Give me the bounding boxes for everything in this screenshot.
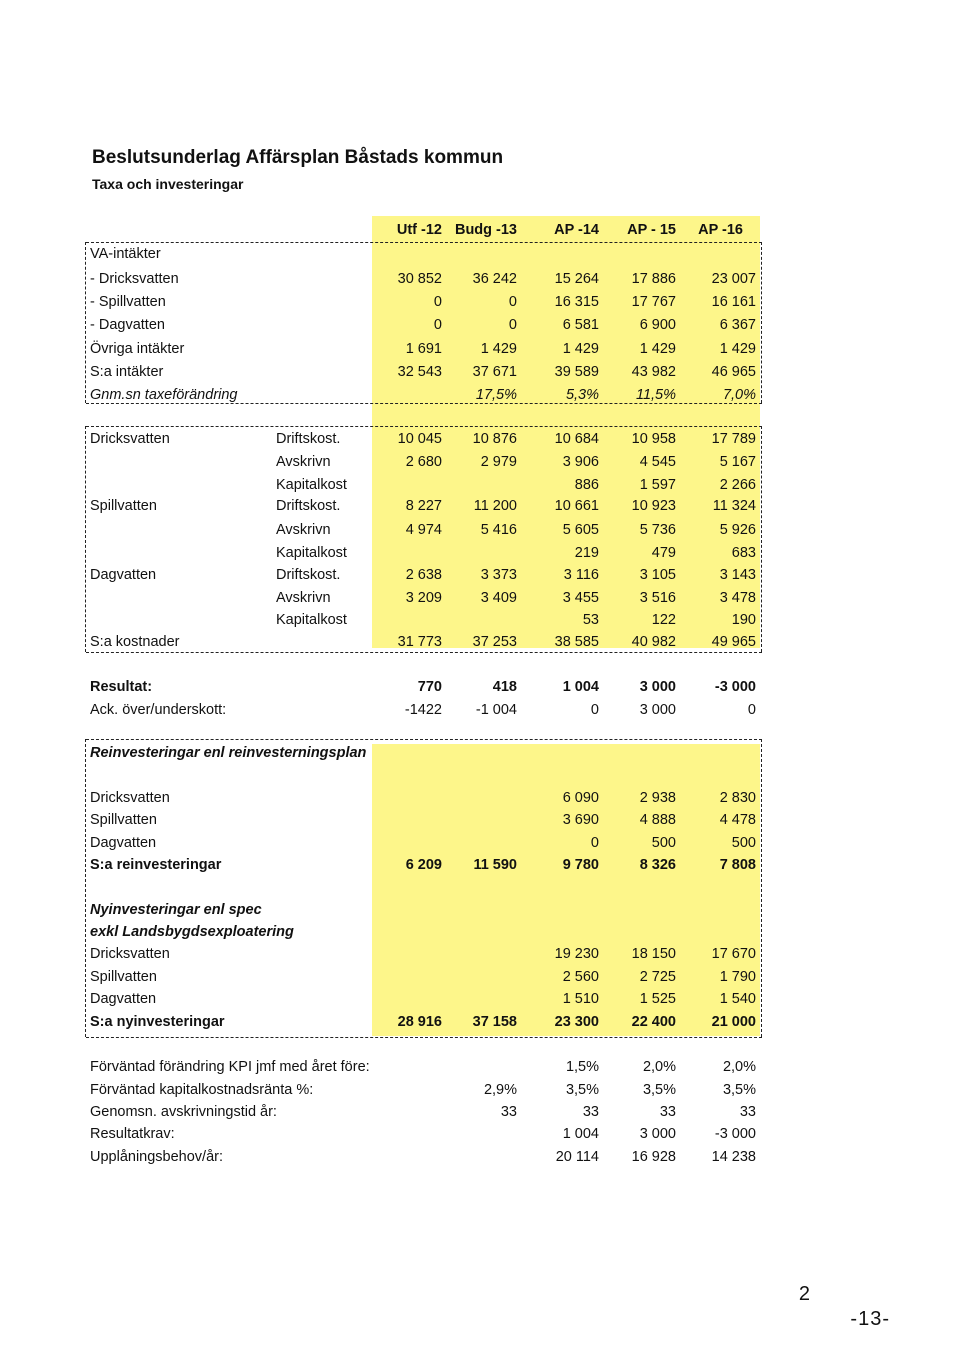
table-cell: 36 242 [472,271,517,287]
row-label: Förväntad förändring KPI jmf med året före: [90,1059,370,1075]
frame-line [85,426,86,652]
row-label: Resultat: [90,679,153,695]
table-cell: 31 773 [397,634,442,650]
table-cell: 190 [731,612,756,628]
table-cell: 219 [574,545,599,561]
row-label: Spillvatten [90,812,157,828]
table-cell: 500 [651,835,676,851]
table-cell: 2 979 [480,454,517,470]
table-cell: 122 [651,612,676,628]
col-header-budg13: Budg -13 [454,222,517,238]
table-cell: 22 400 [631,1014,676,1030]
table-cell: 38 585 [554,634,599,650]
table-cell: 17,5% [475,387,517,403]
frame-line [86,242,762,243]
table-cell: 10 958 [631,431,676,447]
table-cell: 49 965 [711,634,756,650]
table-cell: 16 161 [711,294,756,310]
table-cell: 33 [582,1104,599,1120]
table-cell: 3 105 [639,567,676,583]
table-cell: 33 [500,1104,517,1120]
table-cell: 0 [433,294,442,310]
table-cell: -1 004 [475,702,517,718]
row-label: Upplåningsbehov/år: [90,1149,224,1165]
table-cell: 1 429 [480,341,517,357]
table-cell: 6 581 [562,317,599,333]
section-header-reinvesteringar: Reinvesteringar enl reinvesterningsplan [90,745,367,761]
table-cell: 5 736 [639,522,676,538]
section-header-va-intakter: VA-intäkter [90,246,161,262]
row-label: Avskrivn [276,454,331,470]
table-cell: 39 589 [554,364,599,380]
table-cell: 0 [590,702,599,718]
table-cell: 2 938 [639,790,676,806]
table-cell: 46 965 [711,364,756,380]
table-cell: 3 209 [405,590,442,606]
row-label: Avskrivn [276,522,331,538]
row-label: Gnm.sn taxeförändring [90,387,238,403]
table-cell: 0 [747,702,756,718]
table-cell: 1 691 [405,341,442,357]
table-cell: 10 923 [631,498,676,514]
table-cell: 43 982 [631,364,676,380]
table-cell: 0 [508,317,517,333]
frame-line [761,426,762,652]
page-title: Beslutsunderlag Affärsplan Båstads kommun [92,147,504,168]
table-cell: 16 315 [554,294,599,310]
table-cell: 5,3% [565,387,599,403]
table-cell: 886 [574,477,599,493]
table-cell: 3 906 [562,454,599,470]
table-cell: 33 [739,1104,756,1120]
row-label: - Dricksvatten [90,271,179,287]
table-cell: 3 373 [480,567,517,583]
row-label: Dagvatten [90,835,157,851]
row-label: Driftskost. [276,567,341,583]
row-label: Kapitalkost [276,612,347,628]
table-cell: 3 000 [639,702,676,718]
table-cell: 2,0% [722,1059,756,1075]
row-label: Ack. över/underskott: [90,702,227,718]
row-label: Dricksvatten [90,790,170,806]
table-cell: 19 230 [554,946,599,962]
row-label: S:a reinvesteringar [90,857,222,873]
table-cell: 4 974 [405,522,442,538]
row-label: S:a intäkter [90,364,164,380]
row-label: Driftskost. [276,431,341,447]
table-cell: 4 888 [639,812,676,828]
row-label: Genomsn. avskrivningstid år: [90,1104,277,1120]
table-cell: 5 416 [480,522,517,538]
table-cell: 10 045 [397,431,442,447]
row-label: Dagvatten [90,991,157,1007]
row-label: Förväntad kapitalkostnadsränta %: [90,1082,314,1098]
table-cell: 5 605 [562,522,599,538]
table-cell: 3,5% [565,1082,599,1098]
table-cell: 1 429 [639,341,676,357]
table-cell: 6 209 [405,857,442,873]
page-number: 2 [798,1283,810,1305]
table-cell: 479 [651,545,676,561]
table-cell: 11 590 [473,857,517,873]
table-cell: 37 253 [472,634,517,650]
table-cell: 5 167 [719,454,756,470]
table-cell: 28 916 [397,1014,442,1030]
table-cell: 11 324 [712,498,756,514]
table-cell: 17 886 [631,271,676,287]
table-cell: 2,0% [642,1059,676,1075]
row-label: Kapitalkost [276,545,347,561]
table-cell: 5 926 [719,522,756,538]
table-cell: 14 238 [711,1149,756,1165]
table-cell: 1 525 [639,991,676,1007]
table-cell: 1 429 [719,341,756,357]
table-cell: 32 543 [397,364,442,380]
row-group-label: Dagvatten [90,567,157,583]
frame-line [86,652,762,653]
table-cell: 23 007 [711,271,756,287]
table-cell: 33 [659,1104,676,1120]
table-cell: 2 560 [562,969,599,985]
table-cell: 8 227 [405,498,442,514]
table-cell: 37 158 [472,1014,517,1030]
table-cell: 9 780 [562,857,599,873]
table-cell: 6 367 [719,317,756,333]
table-cell: 3 143 [719,567,756,583]
table-cell: 6 090 [562,790,599,806]
table-cell: 11,5% [635,387,676,403]
table-cell: -1422 [404,702,442,718]
row-label: S:a nyinvesteringar [90,1014,225,1030]
col-header-ap16: AP -16 [698,222,743,238]
row-label: Dricksvatten [90,946,170,962]
table-cell: 17 789 [711,431,756,447]
frame-line [86,739,762,740]
frame-line [85,739,86,1037]
table-cell: 10 684 [554,431,599,447]
table-cell: 2,9% [483,1082,517,1098]
table-cell: 0 [508,294,517,310]
table-cell: 16 928 [631,1149,676,1165]
col-header-utf12: Utf -12 [396,222,442,238]
section-header-exkl: exkl Landsbygdsexploatering [90,924,294,940]
row-label: S:a kostnader [90,634,180,650]
table-cell: 3 516 [639,590,676,606]
row-label: - Dagvatten [90,317,165,333]
table-cell: 500 [731,835,756,851]
table-cell: 15 264 [554,271,599,287]
row-label: Avskrivn [276,590,331,606]
table-cell: 1 004 [562,1126,599,1142]
frame-line [761,739,762,1037]
table-cell: 20 114 [555,1149,599,1165]
frame-line [86,426,762,427]
table-cell: 2 830 [719,790,756,806]
row-label: - Spillvatten [90,294,166,310]
table-cell: 1 790 [719,969,756,985]
table-cell: 17 767 [631,294,676,310]
table-cell: 0 [590,835,599,851]
row-label: Kapitalkost [276,477,347,493]
table-cell: 2 638 [405,567,442,583]
table-cell: 1 510 [562,991,599,1007]
table-cell: 3 116 [563,567,599,583]
table-cell: 1 540 [719,991,756,1007]
table-cell: 8 326 [639,857,676,873]
table-cell: 18 150 [631,946,676,962]
page-footer: -13- [850,1308,890,1330]
table-cell: 2 680 [405,454,442,470]
table-cell: 4 545 [639,454,676,470]
table-cell: 11 200 [473,498,517,514]
table-cell: 0 [433,317,442,333]
row-label: Övriga intäkter [90,341,185,357]
table-cell: 3 478 [719,590,756,606]
frame-line [86,1037,762,1038]
table-cell: 1,5% [565,1059,599,1075]
table-cell: 30 852 [397,271,442,287]
table-cell: 10 661 [554,498,599,514]
row-group-label: Spillvatten [90,498,157,514]
table-cell: 53 [582,612,599,628]
row-label: Spillvatten [90,969,157,985]
table-cell: 3 000 [639,679,676,695]
row-label: Driftskost. [276,498,341,514]
table-cell: 37 671 [472,364,517,380]
row-label: Resultatkrav: [90,1126,175,1142]
section-header-nyinvesteringar: Nyinvesteringar enl spec [90,902,262,918]
table-cell: 3 455 [562,590,599,606]
table-cell: 10 876 [472,431,517,447]
table-cell: 40 982 [631,634,676,650]
table-cell: 6 900 [639,317,676,333]
col-header-ap15: AP - 15 [627,222,676,238]
table-cell: 7 808 [719,857,756,873]
table-cell: 3,5% [642,1082,676,1098]
table-cell: 3 000 [639,1126,676,1142]
table-cell: 2 725 [639,969,676,985]
page-subtitle: Taxa och investeringar [92,176,244,192]
table-cell: 1 597 [639,477,676,493]
table-cell: 1 004 [562,679,599,695]
row-group-label: Dricksvatten [90,431,170,447]
table-cell: 2 266 [719,477,756,493]
table-cell: 3 409 [480,590,517,606]
table-cell: 17 670 [711,946,756,962]
table-cell: 23 300 [554,1014,599,1030]
table-cell: 7,0% [722,387,756,403]
table-cell: 3,5% [722,1082,756,1098]
table-cell: 4 478 [719,812,756,828]
col-header-ap14: AP -14 [554,222,599,238]
table-cell: 418 [492,679,517,695]
table-cell: 683 [731,545,756,561]
table-cell: 3 690 [562,812,599,828]
frame-line [761,242,762,403]
table-cell: 770 [417,679,442,695]
frame-line [85,242,86,403]
table-cell: -3 000 [714,1126,756,1142]
table-cell: 1 429 [562,341,599,357]
table-cell: 21 000 [711,1014,756,1030]
table-cell: -3 000 [714,679,756,695]
